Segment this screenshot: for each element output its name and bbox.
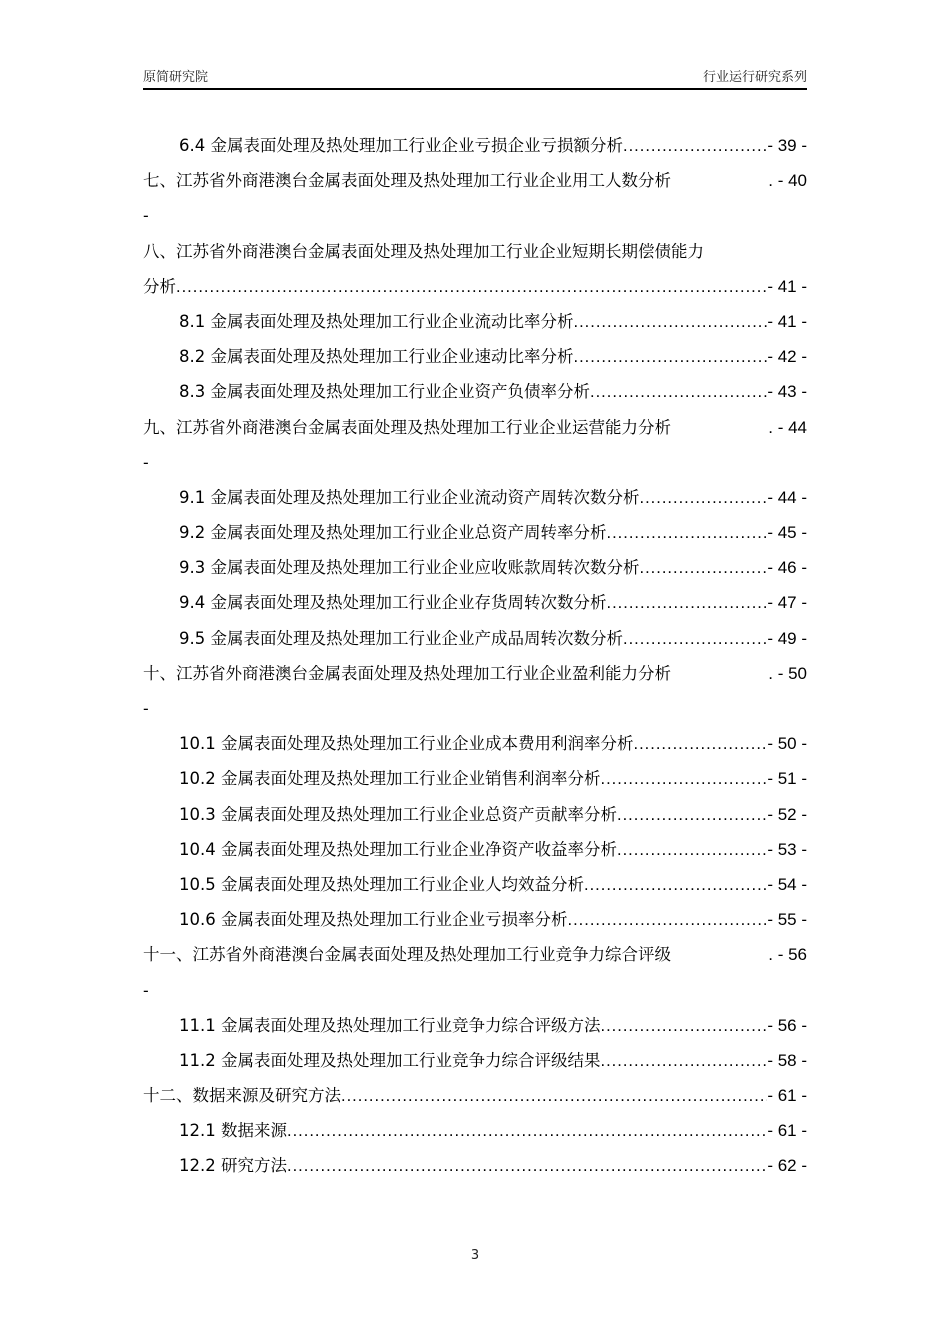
toc-entry-page: - 39 - [767, 136, 807, 155]
toc-entry[interactable] [143, 726, 807, 761]
toc-entry-page: . - 44 [768, 417, 807, 437]
toc-entry-page: - 47 - [767, 593, 807, 613]
toc-entry-page: - 42 - [767, 347, 807, 367]
toc-entry[interactable] [143, 1043, 807, 1078]
toc-entry-page: . - 40 [768, 171, 807, 191]
toc-leader-dots [287, 1149, 767, 1184]
toc-entry-continuation [143, 691, 807, 726]
toc-leader-dots [287, 1114, 767, 1149]
toc-entry-page: - 61 - [767, 1086, 807, 1106]
page-header [143, 66, 807, 90]
page-number: 3 [470, 1248, 480, 1263]
toc-entry[interactable] [143, 128, 807, 163]
toc-entry[interactable] [143, 1078, 807, 1113]
table-of-contents [143, 128, 807, 1184]
toc-leader-dots [633, 727, 767, 762]
toc-entry-title: 6.4 金属表面处理及热处理加工行业企业亏损企业亏损额分析 [179, 136, 623, 155]
toc-continuation-dash: - [143, 980, 149, 1000]
toc-entry-title: 十一、江苏省外商港澳台金属表面处理及热处理加工行业竞争力综合评级 [143, 945, 671, 965]
toc-entry-page: . - 56 [768, 945, 807, 965]
toc-leader-dots [574, 340, 768, 375]
toc-entry-title: 九、江苏省外商港澳台金属表面处理及热处理加工行业企业运营能力分析 [143, 417, 671, 437]
toc-entry[interactable] [143, 1148, 807, 1183]
toc-leader-dots [623, 622, 767, 657]
toc-entry-title: 9.4 金属表面处理及热处理加工行业企业存货周转次数分析 [179, 593, 607, 613]
toc-entry[interactable] [143, 656, 807, 691]
toc-continuation-dash: - [143, 452, 149, 472]
toc-leader-dots [600, 1044, 767, 1079]
toc-entry-title: 8.3 金属表面处理及热处理加工行业企业资产负债率分析 [179, 382, 590, 402]
toc-entry-page: - 50 - [767, 734, 807, 754]
toc-entry-title: 十二、数据来源及研究方法 [143, 1086, 341, 1106]
toc-entry[interactable] [143, 374, 807, 409]
toc-entry-page: - 62 - [767, 1156, 807, 1176]
toc-entry[interactable] [143, 621, 807, 656]
toc-entry-title: 8.1 金属表面处理及热处理加工行业企业流动比率分析 [179, 311, 574, 331]
toc-leader-dots [623, 129, 767, 164]
toc-entry[interactable] [143, 410, 807, 445]
toc-entry-page: - 49 - [767, 628, 807, 648]
toc-entry-title: 八、江苏省外商港澳台金属表面处理及热处理加工行业企业短期长期偿债能力 [143, 241, 704, 261]
toc-entry-page: - 41 - [767, 311, 807, 331]
toc-entry-title: 9.1 金属表面处理及热处理加工行业企业流动资产周转次数分析 [179, 487, 640, 507]
toc-leader-dots [600, 1009, 767, 1044]
toc-leader-dots [176, 270, 767, 305]
toc-continuation-dash: - [143, 699, 149, 718]
toc-entry-page: . - 50 [768, 663, 807, 683]
toc-entry-title: 8.2 金属表面处理及热处理加工行业企业速动比率分析 [179, 347, 574, 367]
toc-leader-dots [574, 305, 768, 340]
toc-entry[interactable] [143, 550, 807, 585]
toc-entry-page: - 52 - [767, 804, 807, 824]
toc-entry[interactable] [143, 480, 807, 515]
toc-entry[interactable] [143, 832, 807, 867]
toc-entry-page: - 45 - [767, 523, 807, 543]
toc-leader-dots [590, 375, 767, 410]
toc-leader-dots [600, 762, 767, 797]
toc-entry-page: - 44 - [767, 487, 807, 507]
toc-entry-title: 十、江苏省外商港澳台金属表面处理及热处理加工行业企业盈利能力分析 [143, 663, 671, 683]
toc-entry-page: - 55 - [767, 910, 807, 930]
toc-entry-title: 11.1 金属表面处理及热处理加工行业竞争力综合评级方法 [179, 1015, 601, 1035]
toc-entry[interactable] [143, 304, 807, 339]
toc-leader-dots [584, 868, 767, 903]
toc-entry[interactable] [143, 797, 807, 832]
toc-entry-title: 10.1 金属表面处理及热处理加工行业企业成本费用利润率分析 [179, 734, 634, 754]
toc-entry-title: 9.5 金属表面处理及热处理加工行业企业产成品周转次数分析 [179, 628, 623, 648]
toc-entry[interactable] [143, 339, 807, 374]
toc-entry-continuation [143, 973, 807, 1008]
toc-entry-page: - 51 - [767, 769, 807, 789]
toc-entry[interactable] [143, 515, 807, 550]
toc-entry-page: - 43 - [767, 382, 807, 402]
toc-entry-title: 12.2 研究方法 [179, 1156, 287, 1176]
toc-entry-continuation [143, 445, 807, 480]
toc-leader-dots [617, 833, 767, 868]
toc-entry-title: 10.2 金属表面处理及热处理加工行业企业销售利润率分析 [179, 769, 601, 789]
toc-entry[interactable] [143, 585, 807, 620]
toc-entry-page: - 56 - [767, 1015, 807, 1035]
toc-entry-title: 10.5 金属表面处理及热处理加工行业企业人均效益分析 [179, 874, 584, 894]
toc-entry-page: - 61 - [767, 1121, 807, 1141]
toc-continuation-dash: - [143, 206, 149, 226]
toc-entry-title-continuation: 分析 [143, 276, 176, 296]
toc-entry[interactable] [143, 1008, 807, 1043]
toc-entry-page: - 58 - [767, 1050, 807, 1070]
toc-entry-page: - 46 - [767, 558, 807, 578]
toc-entry-page: - 53 - [767, 839, 807, 859]
header-organization: 原简研究院 [143, 69, 209, 84]
toc-leader-dots [341, 1079, 767, 1114]
toc-entry-continuation [143, 198, 807, 233]
toc-leader-dots [617, 798, 767, 833]
toc-entry-title: 9.3 金属表面处理及热处理加工行业企业应收账款周转次数分析 [179, 558, 640, 578]
header-series: 行业运行研究系列 [702, 69, 807, 84]
toc-leader-dots [640, 551, 768, 586]
toc-entry[interactable] [143, 761, 807, 796]
toc-entry-title: 七、江苏省外商港澳台金属表面处理及热处理加工行业企业用工人数分析 [143, 171, 671, 191]
toc-entry[interactable] [143, 234, 807, 269]
toc-leader-dots [640, 481, 768, 516]
toc-entry-page: - 54 - [767, 874, 807, 894]
toc-entry[interactable] [143, 1113, 807, 1148]
toc-leader-dots [607, 586, 768, 621]
toc-entry-title: 10.6 金属表面处理及热处理加工行业企业亏损率分析 [179, 910, 568, 930]
toc-entry[interactable] [143, 163, 807, 198]
toc-entry-page: - 41 - [767, 276, 807, 296]
toc-entry[interactable] [143, 867, 807, 902]
toc-entry-title: 10.4 金属表面处理及热处理加工行业企业净资产收益率分析 [179, 839, 617, 859]
toc-entry-title: 11.2 金属表面处理及热处理加工行业竞争力综合评级结果 [179, 1050, 601, 1070]
toc-leader-dots [567, 903, 767, 938]
toc-entry[interactable] [143, 902, 807, 937]
toc-entry-title: 12.1 数据来源 [179, 1121, 287, 1141]
toc-entry-continuation[interactable] [143, 269, 807, 304]
toc-entry-title: 9.2 金属表面处理及热处理加工行业企业总资产周转率分析 [179, 523, 607, 543]
toc-entry-title: 10.3 金属表面处理及热处理加工行业企业总资产贡献率分析 [179, 804, 617, 824]
toc-leader-dots [607, 516, 768, 551]
toc-entry[interactable] [143, 937, 807, 972]
